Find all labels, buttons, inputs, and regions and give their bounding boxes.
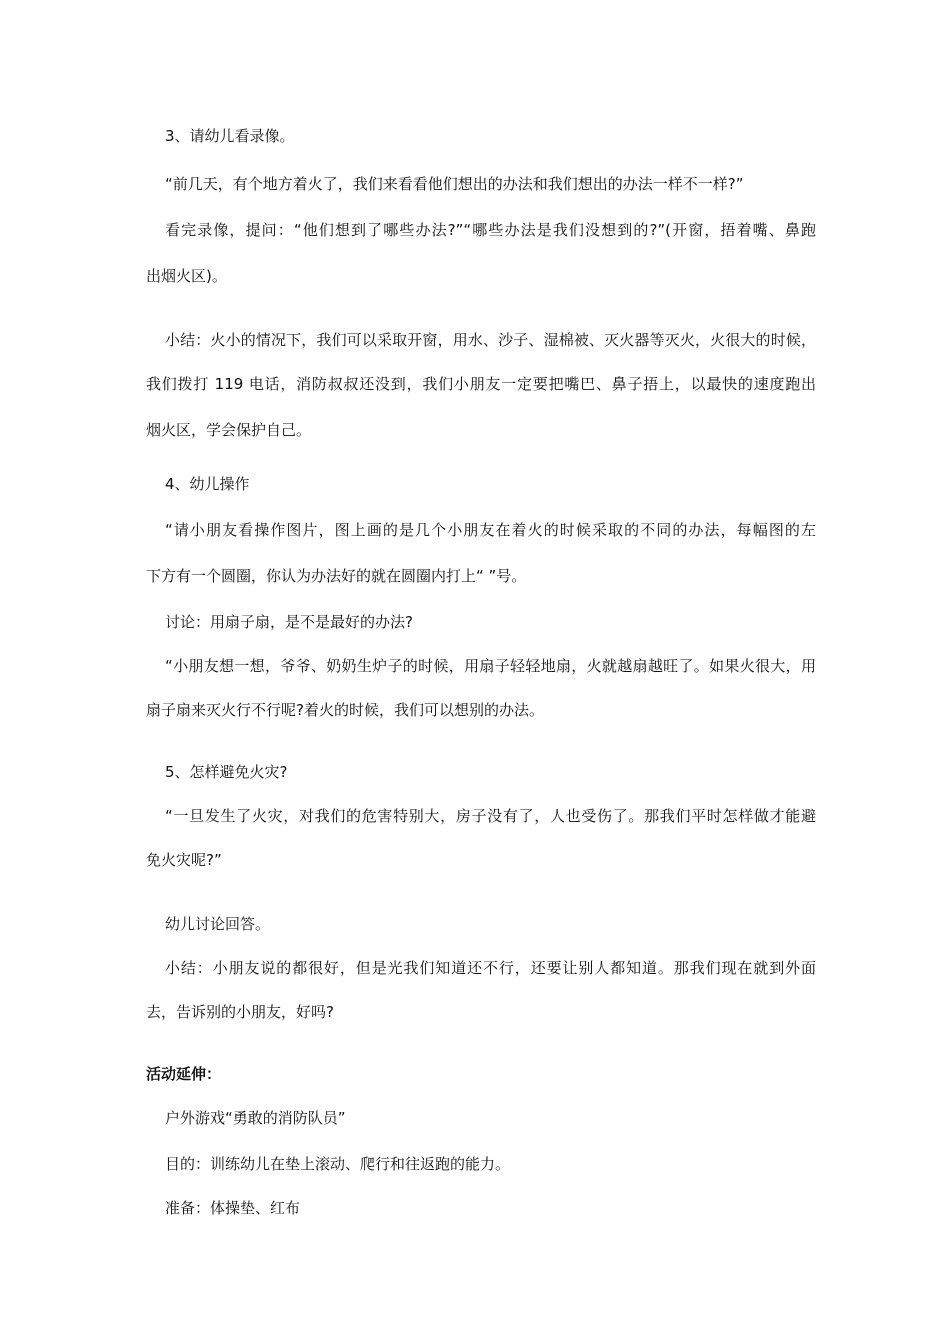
section-4-instruction-line-2: 下方有一个圆圈，你认为办法好的就在圆圈内打上“ ”号。 — [146, 567, 527, 585]
section-5-quote-line-2: 免火灾呢?” — [146, 851, 222, 869]
extension-prep: 准备：体操垫、红布 — [165, 1199, 301, 1217]
section-5-quote-line-1: “一旦发生了火灾，对我们的危害特别大，房子没有了，人也受伤了。那我们平时怎样做才能避 — [165, 807, 816, 825]
section-3-question-line-2: 出烟火区)。 — [146, 267, 227, 285]
section-3-summary-line-1: 小结：火小的情况下，我们可以采取开窗，用水、沙子、湿棉被、灭火器等灭火，火很大的时候， — [165, 331, 816, 349]
section-3-summary-line-3: 烟火区，学会保护自己。 — [146, 421, 312, 439]
section-5-answer: 幼儿讨论回答。 — [165, 915, 271, 933]
section-4-heading: 4、幼儿操作 — [165, 475, 250, 493]
section-4-explain-line-2: 扇子扇来灭火行不行呢?着火的时候，我们可以想别的办法。 — [146, 701, 544, 719]
section-4-explain-line-1: “小朋友想一想，爷爷、奶奶生炉子的时候，用扇子轻轻地扇，火就越扇越旺了。如果火很大，用 — [165, 657, 816, 675]
section-4-discussion: 讨论：用扇子扇，是不是最好的办法? — [165, 613, 413, 631]
section-4-instruction-line-1: “请小朋友看操作图片，图上画的是几个小朋友在着火的时候采取的不同的办法，每幅图的左 — [165, 521, 816, 539]
section-5-summary-line-2: 去，告诉别的小朋友，好吗? — [146, 1003, 334, 1021]
section-5-summary-line-1: 小结：小朋友说的都很好，但是光我们知道还不行，还要让别人都知道。那我们现在就到外面 — [165, 959, 816, 977]
extension-goal: 目的：训练幼儿在垫上滚动、爬行和往返跑的能力。 — [165, 1155, 511, 1173]
section-5-heading: 5、怎样避免火灾? — [165, 763, 288, 781]
section-3-heading: 3、请幼儿看录像。 — [165, 127, 295, 145]
extension-heading: 活动延伸： — [146, 1065, 222, 1083]
extension-game: 户外游戏“勇敢的消防队员” — [165, 1109, 346, 1127]
section-3-summary-line-2: 我们拨打 119 电话，消防叔叔还没到，我们小朋友一定要把嘴巴、鼻子捂上，以最快的速度跑出 — [146, 375, 816, 393]
section-3-quote: “前几天，有个地方着火了，我们来看看他们想出的办法和我们想出的办法一样不一样?” — [165, 175, 744, 193]
section-3-question-line-1: 看完录像，提问：“他们想到了哪些办法?”“哪些办法是我们没想到的?”(开窗，捂着嘴、鼻跑 — [165, 221, 816, 239]
